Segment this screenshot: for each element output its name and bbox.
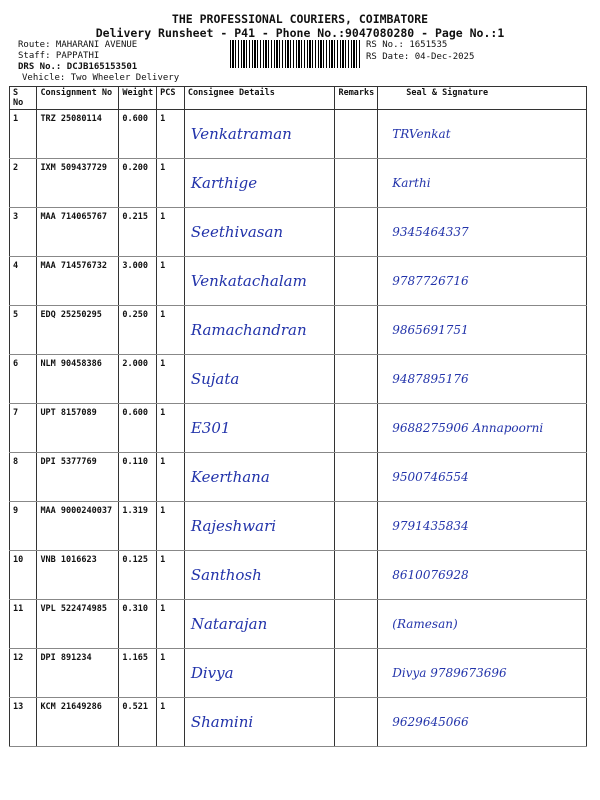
pcs-cell: 1 (157, 110, 185, 159)
consignee-cell: Keerthana (184, 453, 335, 502)
signature-cell: 8610076928 (378, 551, 587, 600)
table-row (10, 208, 587, 257)
consignment-cell: VNB 1016623 (37, 551, 119, 600)
consignment-cell: DPI 891234 (37, 649, 119, 698)
consignee-cell: Venkatraman (184, 110, 335, 159)
signature-cell: 9629645066 (378, 698, 587, 747)
remarks-cell (335, 551, 378, 600)
remarks-cell (335, 453, 378, 502)
signature-cell: 9500746554 (378, 453, 587, 502)
pcs-cell: 1 (157, 551, 185, 600)
signature-cell: TRVenkat (378, 110, 587, 159)
weight-cell: 1.165 (119, 649, 157, 698)
table-row (10, 159, 587, 208)
consignment-cell: MAA 714576732 (37, 257, 119, 306)
drs-value: DCJB165153501 (66, 62, 138, 72)
consignee-cell: Divya (184, 649, 335, 698)
table-header-row (10, 87, 587, 110)
table-row (10, 453, 587, 502)
signature-cell: 9787726716 (378, 257, 587, 306)
col-signature: Seal & Signature (378, 87, 587, 110)
sno-cell: 12 (10, 649, 37, 698)
pcs-cell: 1 (157, 453, 185, 502)
col-consignee: Consignee Details (184, 87, 335, 110)
sno-cell: 9 (10, 502, 37, 551)
consignee-cell: Natarajan (184, 600, 335, 649)
consignee-cell: Seethivasan (184, 208, 335, 257)
signature-cell: (Ramesan) (378, 600, 587, 649)
remarks-cell (335, 600, 378, 649)
weight-cell: 0.215 (119, 208, 157, 257)
consignment-cell: NLM 90458386 (37, 355, 119, 404)
weight-cell: 0.125 (119, 551, 157, 600)
pcs-cell: 1 (157, 306, 185, 355)
table-row (10, 404, 587, 453)
table-row (10, 110, 587, 159)
drs-label: DRS No.: (18, 62, 62, 72)
signature-cell: Karthi (378, 159, 587, 208)
consignee-cell: Santhosh (184, 551, 335, 600)
col-weight: Weight (119, 87, 157, 110)
consignee-cell: E301 (184, 404, 335, 453)
staff-text: Staff: PAPPATHI (18, 51, 100, 61)
consignee-cell: Sujata (184, 355, 335, 404)
sno-cell: 10 (10, 551, 37, 600)
remarks-cell (335, 698, 378, 747)
sno-cell: 11 (10, 600, 37, 649)
weight-cell: 0.310 (119, 600, 157, 649)
table-row (10, 698, 587, 747)
consignment-cell: MAA 714065767 (37, 208, 119, 257)
weight-cell: 0.250 (119, 306, 157, 355)
signature-cell: 9865691751 (378, 306, 587, 355)
table-row (10, 355, 587, 404)
consignment-cell: DPI 5377769 (37, 453, 119, 502)
remarks-cell (335, 159, 378, 208)
consignee-cell: Ramachandran (184, 306, 335, 355)
weight-cell: 0.600 (119, 404, 157, 453)
company-title: THE PROFESSIONAL COURIERS, COIMBATORE (171, 12, 429, 26)
pcs-cell: 1 (157, 159, 185, 208)
sno-cell: 4 (10, 257, 37, 306)
barcode-image (230, 40, 360, 68)
drs-number (18, 62, 137, 72)
runsheet-subtitle: Delivery Runsheet - P41 - Phone No.:9047080280 - Page No.:1 (95, 26, 505, 40)
col-consignment: Consignment No (37, 87, 119, 110)
signature-cell: 9791435834 (378, 502, 587, 551)
signature-cell: 9688275906 Annapoorni (378, 404, 587, 453)
route-text: Route: MAHARANI AVENUE (18, 40, 138, 50)
consignee-cell: Karthige (184, 159, 335, 208)
sno-cell: 7 (10, 404, 37, 453)
pcs-cell: 1 (157, 208, 185, 257)
remarks-cell (335, 110, 378, 159)
pcs-cell: 1 (157, 698, 185, 747)
consignee-cell: Shamini (184, 698, 335, 747)
col-sno: S No (10, 87, 37, 110)
signature-cell: 9487895176 (378, 355, 587, 404)
consignee-cell: Venkatachalam (184, 257, 335, 306)
col-remarks: Remarks (335, 87, 378, 110)
sno-cell: 13 (10, 698, 37, 747)
consignment-cell: MAA 9000240037 (37, 502, 119, 551)
sno-cell: 8 (10, 453, 37, 502)
pcs-cell: 1 (157, 649, 185, 698)
sno-cell: 2 (10, 159, 37, 208)
remarks-cell (335, 306, 378, 355)
signature-cell: 9345464337 (378, 208, 587, 257)
consignment-cell: VPL 522474985 (37, 600, 119, 649)
rs-number: RS No.: 1651535 (366, 40, 448, 50)
weight-cell: 0.600 (119, 110, 157, 159)
sno-cell: 1 (10, 110, 37, 159)
weight-cell: 0.521 (119, 698, 157, 747)
pcs-cell: 1 (157, 257, 185, 306)
table-row (10, 551, 587, 600)
consignment-cell: UPT 8157089 (37, 404, 119, 453)
remarks-cell (335, 355, 378, 404)
vehicle-text: Vehicle: Two Wheeler Delivery (22, 73, 180, 83)
remarks-cell (335, 208, 378, 257)
rs-date: RS Date: 04-Dec-2025 (366, 52, 475, 62)
remarks-cell (335, 649, 378, 698)
consignment-cell: TRZ 25080114 (37, 110, 119, 159)
table-row (10, 600, 587, 649)
pcs-cell: 1 (157, 502, 185, 551)
pcs-cell: 1 (157, 355, 185, 404)
weight-cell: 2.000 (119, 355, 157, 404)
remarks-cell (335, 502, 378, 551)
weight-cell: 0.110 (119, 453, 157, 502)
consignment-cell: KCM 21649286 (37, 698, 119, 747)
table-row (10, 649, 587, 698)
col-pcs: PCS (157, 87, 185, 110)
consignment-cell: EDQ 25250295 (37, 306, 119, 355)
consignment-cell: IXM 509437729 (37, 159, 119, 208)
runsheet-table (9, 86, 587, 747)
pcs-cell: 1 (157, 600, 185, 649)
table-row (10, 306, 587, 355)
weight-cell: 3.000 (119, 257, 157, 306)
table-row (10, 257, 587, 306)
signature-cell: Divya 9789673696 (378, 649, 587, 698)
weight-cell: 1.319 (119, 502, 157, 551)
sno-cell: 6 (10, 355, 37, 404)
table-row (10, 502, 587, 551)
consignee-cell: Rajeshwari (184, 502, 335, 551)
remarks-cell (335, 404, 378, 453)
pcs-cell: 1 (157, 404, 185, 453)
remarks-cell (335, 257, 378, 306)
sno-cell: 5 (10, 306, 37, 355)
sno-cell: 3 (10, 208, 37, 257)
weight-cell: 0.200 (119, 159, 157, 208)
